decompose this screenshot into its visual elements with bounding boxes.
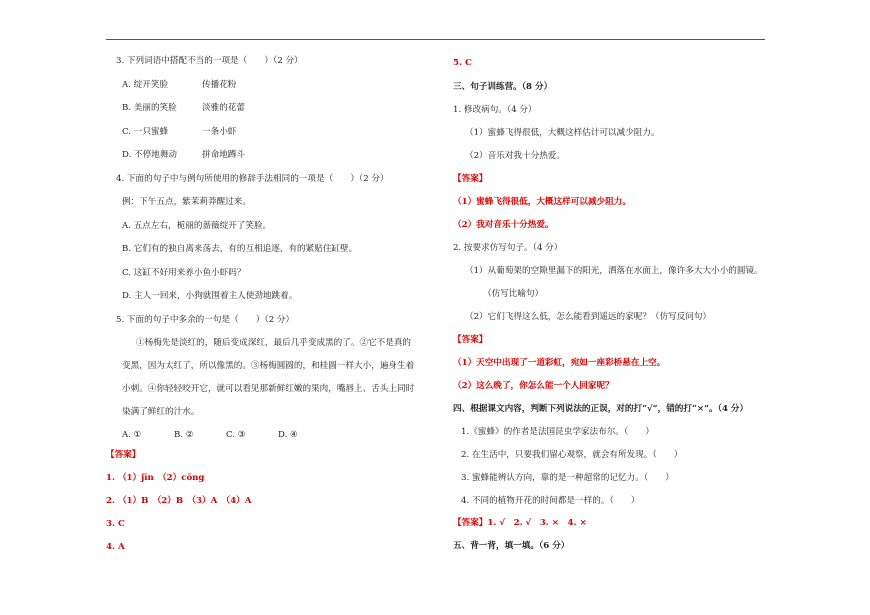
q5-stem: 5. 下面的句子中多余的一句是（ ）（2 分） <box>116 315 295 325</box>
s3-q2-stem: 2. 按要求仿写句子。（4 分） <box>453 243 563 253</box>
q3-option-a: A. 绽开笑脸 传播花粉 <box>122 80 237 90</box>
answer-line: 2. （1）B （2）B （3）A （4）A <box>106 496 252 506</box>
s3-q1-stem: 1. 修改病句。（4 分） <box>453 105 537 115</box>
s3-q1-item: （1）蜜蜂飞得很低，大概这样估计可以减少阻力。 <box>465 128 660 138</box>
answer-label: 【答案】 <box>453 174 488 184</box>
header-rule <box>106 39 765 40</box>
q3-option-d: D. 不停地舞动 拼命地蹲斗 <box>122 150 245 160</box>
s4-item: 4. 不同的植物开花的时间都是一样的。（ ） <box>461 496 640 506</box>
q3-option-b: B. 美丽的笑脸 淡雅的花蕾 <box>122 103 245 113</box>
q5-options <box>122 430 298 441</box>
s3-q2-item: （1）从葡萄架的空隙里漏下的阳光，洒落在水面上，像许多大大小小的圆镜。 <box>465 266 763 276</box>
q5-option-b: B. ② <box>174 430 194 440</box>
q4-option-b: B. 它们有的独自离来荡去，有的互相追逐，有的紧贴住缸壁。 <box>122 244 358 254</box>
q4-option-d: D. 主人一回来，小狗就围着主人使劲地跳着。 <box>122 291 298 301</box>
s4-item: 2. 在生活中，只要我们留心观察，就会有所发现。（ ） <box>461 450 683 460</box>
q4-option-a: A. 五点左右，栀丽的蔷薇绽开了笑脸。 <box>122 221 272 231</box>
q5-passage-line: ①杨梅先是淡红的，随后变成深红，最后几乎变成黑的了。②它不是真的 <box>136 338 412 348</box>
s3-q2-item: （2）它们飞得这么低，怎么能看到遥远的家呢？（仿写反问句） <box>465 312 712 322</box>
q4-option-c: C. 这缸不好用来养小鱼小虾吗？ <box>122 268 246 278</box>
s3-q1-item: （2）音乐对我十分热爱。 <box>465 151 565 161</box>
answer-line: （2）我对音乐十分热爱。 <box>453 220 554 230</box>
answer-line: （2）这么晚了，你怎么能一个人回家呢？ <box>453 381 614 391</box>
s4-item: 1.《蜜蜂》的作者是法国昆虫学家法布尔。（ ） <box>461 427 654 437</box>
section-3-title: 三、句子训练营。（8 分） <box>453 82 553 92</box>
s4-answer-text: 1. √ 2. √ 3. × 4. × <box>487 518 587 528</box>
s4-item: 3. 蜜蜂能辨认方向，靠的是一种超常的记忆力。（ ） <box>461 473 674 483</box>
q5-answer: 5. C <box>453 58 472 68</box>
answer-line: 4. A <box>106 542 125 552</box>
s4-answer <box>453 518 587 529</box>
q3-stem: 3. 下列词语中搭配不当的一项是（ ）（2 分） <box>116 56 303 66</box>
q5-option-c: C. ③ <box>226 430 246 440</box>
answer-label: 【答案】 <box>453 335 488 345</box>
q5-passage-line: 变黑，因为太红了，所以像黑的。③杨梅圆圆的，和桂圆一样大小，遍身生着 <box>122 361 415 371</box>
q3-option-c: C. 一只蜜蜂 一条小虾 <box>122 127 237 137</box>
s3-q2-hint: （仿写比喻句） <box>483 289 544 299</box>
answer-line: 3. C <box>106 519 125 529</box>
q5-passage-line: 小刺。④你轻轻咬开它，就可以看见那新鲜红嫩的果肉，嘴唇上、舌头上同时 <box>122 384 415 394</box>
answer-line: （1）蜜蜂飞得很低，大概这样可以减少阻力。 <box>453 197 631 207</box>
answer-line: （1）天空中出现了一道彩虹，宛如一座彩桥悬在上空。 <box>453 358 666 368</box>
answer-line: 1. （1）jīn （2）cōng <box>106 473 205 483</box>
answer-label: 【答案】 <box>106 450 141 460</box>
q4-stem: 4. 下面的句子中与例句所使用的修辞手法相同的一项是（ ）（2 分） <box>116 174 389 184</box>
q5-passage-line: 染满了鲜红的汁水。 <box>122 407 200 417</box>
q4-example: 例：下午五点，紫茉莉莽醒过来。 <box>122 197 251 207</box>
answer-label: 【答案】 <box>453 518 488 528</box>
q5-option-d: D. ④ <box>278 430 298 440</box>
q5-option-a: A. ① <box>122 430 142 440</box>
section-4-title: 四、根据课文内容，判断下列说法的正误，对的打“√”，错的打“×”。（4 分） <box>453 404 749 414</box>
section-5-title: 五、背一背，填一填。（6 分） <box>453 541 570 551</box>
